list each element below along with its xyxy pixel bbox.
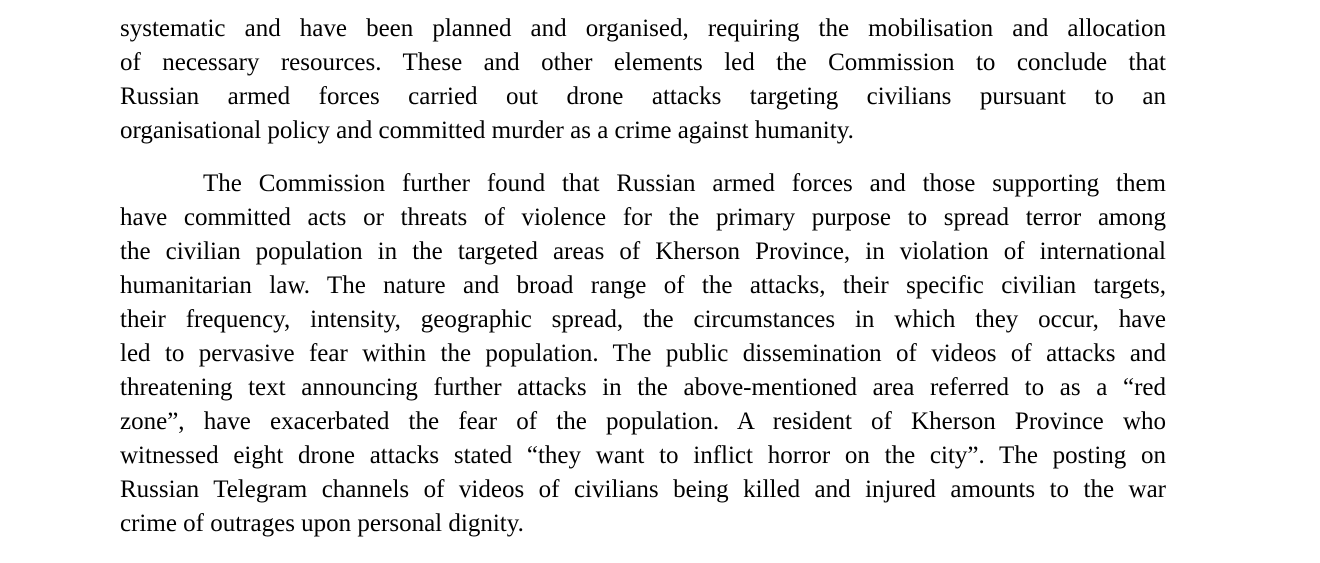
paragraph-line: their frequency, intensity, geographic spread, the circumstances in which they occur, have — [120, 306, 1166, 333]
paragraph-2 — [120, 167, 1166, 541]
paragraph-line: humanitarian law. The nature and broad range of the attacks, their specific civilian targets, — [120, 272, 1166, 299]
paragraph-line: witnessed eight drone attacks stated “they want to inflict horror on the city”. The posting on — [120, 442, 1166, 469]
paragraph-line: have committed acts or threats of violence for the primary purpose to spread terror among — [120, 204, 1166, 231]
paragraph-line: organisational policy and committed murder as a crime against humanity. — [120, 117, 854, 144]
paragraph-1 — [120, 12, 1166, 148]
paragraph-line: threatening text announcing further attacks in the above-mentioned area referred to as a “red — [120, 374, 1166, 401]
paragraph-line: zone”, have exacerbated the fear of the population. A resident of Kherson Province who — [120, 408, 1166, 435]
document-page — [120, 12, 1166, 541]
paragraph-line: Russian Telegram channels of videos of civilians being killed and injured amounts to the war — [120, 476, 1166, 503]
paragraph-line: systematic and have been planned and organised, requiring the mobilisation and allocation — [120, 15, 1166, 42]
paragraph-line: the civilian population in the targeted areas of Kherson Province, in violation of international — [120, 238, 1166, 265]
paragraph-line: of necessary resources. These and other elements led the Commission to conclude that — [120, 49, 1166, 76]
paragraph-line: Russian armed forces carried out drone attacks targeting civilians pursuant to an — [120, 83, 1166, 110]
paragraph-line: led to pervasive fear within the population. The public dissemination of videos of attacks and — [120, 340, 1166, 367]
paragraph-line: The Commission further found that Russian armed forces and those supporting them — [203, 170, 1166, 197]
paragraph-line: crime of outrages upon personal dignity. — [120, 510, 524, 537]
